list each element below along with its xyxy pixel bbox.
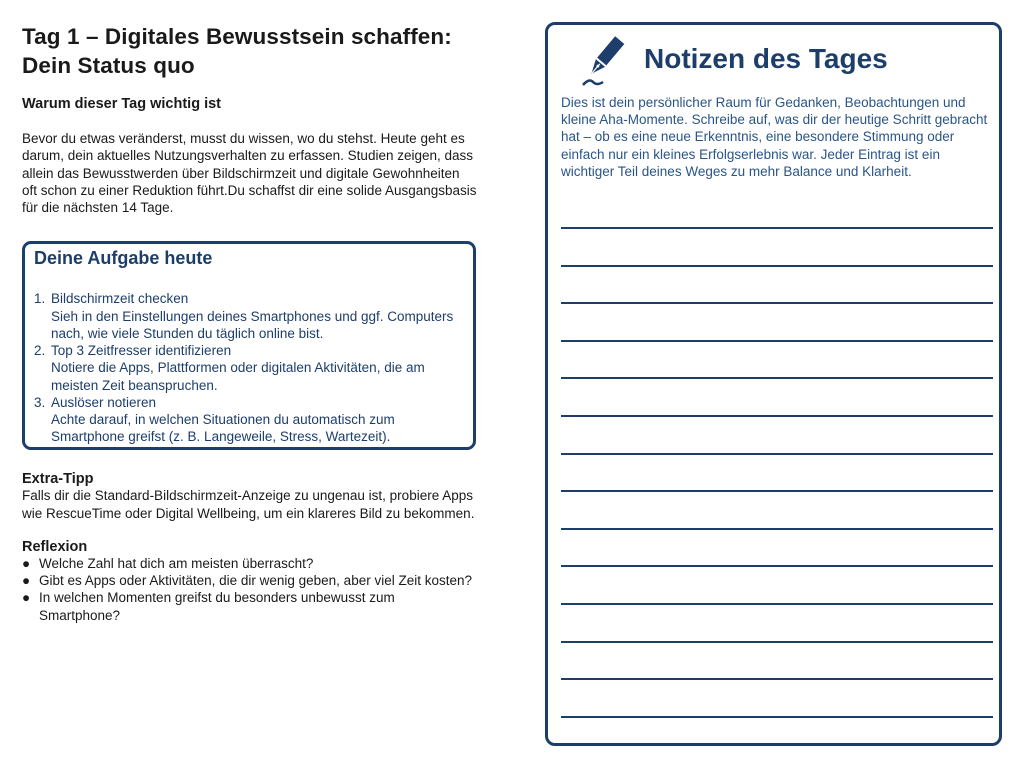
- writing-line[interactable]: [561, 340, 993, 342]
- writing-line[interactable]: [561, 265, 993, 267]
- writing-line[interactable]: [561, 641, 993, 643]
- task-heading: Auslöser notieren: [51, 394, 157, 410]
- bullet-icon: ●: [22, 556, 31, 572]
- writing-line[interactable]: [561, 716, 993, 718]
- notes-intro: Dies ist dein persönlicher Raum für Gedanken, Beobachtungen und kleine Aha-Momente. Schreibe auf, was dir der heutige Schritt gebracht hat – ob es eine neue Erkenntnis, eine besondere Stimmung oder einfach nur ein kleines Erfolgserlebnis war. Jeder Eintrag ist ein wichtiger Teil deines Weges zu mehr Balance und Klarheit.: [561, 95, 988, 179]
- writing-line[interactable]: [561, 678, 993, 680]
- page-title: Tag 1 – Digitales Bewusstsein schaffen: Dein Status quo: [22, 24, 452, 78]
- extra-tip-heading: Extra-Tipp: [22, 471, 94, 488]
- task-list: [34, 290, 464, 445]
- writing-line[interactable]: [561, 227, 993, 229]
- extra-tip-text: Falls dir die Standard-Bildschirmzeit-Anzeige zu ungenau ist, probiere Apps wie RescueTime oder Digital Wellbeing, um ein klareres Bild zu bekommen.: [22, 488, 475, 521]
- writing-line[interactable]: [561, 377, 993, 379]
- task-item: [34, 342, 464, 394]
- task-heading: Bildschirmzeit checken: [51, 291, 189, 307]
- why-text: Bevor du etwas veränderst, musst du wissen, wo du stehst. Heute geht es darum, dein aktuelles Nutzungsverhalten zu erfassen. Studien zeigen, dass allein das Bewusstwerden über Bildschirmzeit und digitale Gewohnheiten oft schon zu einer Reduktion führt.Du schaffst dir eine solide Ausgangsbasis für die nächsten 14 Tage.: [22, 131, 477, 216]
- task-item: [34, 394, 464, 446]
- writing-line[interactable]: [561, 302, 993, 304]
- reflection-heading: Reflexion: [22, 539, 88, 556]
- fountain-pen-icon: [579, 32, 627, 88]
- task-heading: Top 3 Zeitfresser identifizieren: [51, 343, 232, 359]
- task-box-title: Deine Aufgabe heute: [34, 248, 213, 269]
- reflection-item: [22, 572, 479, 589]
- why-heading: Warum dieser Tag wichtig ist: [22, 96, 222, 112]
- bullet-icon: ●: [22, 590, 31, 606]
- task-text: Sieh in den Einstellungen deines Smartphones und ggf. Computers nach, wie viele Stunden du täglich online bist.: [51, 308, 454, 341]
- reflection-text: In welchen Momenten greifst du besonders unbewusst zum Smartphone?: [39, 590, 395, 623]
- writing-line[interactable]: [561, 453, 993, 455]
- writing-line[interactable]: [561, 415, 993, 417]
- writing-line[interactable]: [561, 528, 993, 530]
- left-column: [22, 22, 482, 624]
- task-number: 1.: [34, 291, 46, 307]
- task-box: [22, 241, 476, 450]
- writing-line[interactable]: [561, 490, 993, 492]
- reflection-item: [22, 555, 479, 572]
- reflection-item: [22, 589, 479, 623]
- reflection-text: Welche Zahl hat dich am meisten überrascht?: [39, 556, 314, 572]
- task-text: Notiere die Apps, Plattformen oder digitalen Aktivitäten, die am meisten Zeit beanspruchen.: [51, 360, 425, 393]
- task-number: 2.: [34, 343, 46, 359]
- reflection-list: [22, 555, 482, 624]
- writing-lines: [561, 227, 993, 753]
- notes-panel: [545, 22, 1002, 746]
- notes-title: Notizen des Tages: [644, 43, 888, 74]
- reflection-text: Gibt es Apps oder Aktivitäten, die dir wenig geben, aber viel Zeit kosten?: [39, 573, 473, 589]
- writing-line[interactable]: [561, 565, 993, 567]
- task-text: Achte darauf, in welchen Situationen du automatisch zum Smartphone greifst (z. B. Langeweile, Stress, Wartezeit).: [51, 411, 395, 445]
- task-number: 3.: [34, 394, 46, 410]
- task-item: [34, 290, 464, 342]
- writing-line[interactable]: [561, 603, 993, 605]
- bullet-icon: ●: [22, 573, 31, 589]
